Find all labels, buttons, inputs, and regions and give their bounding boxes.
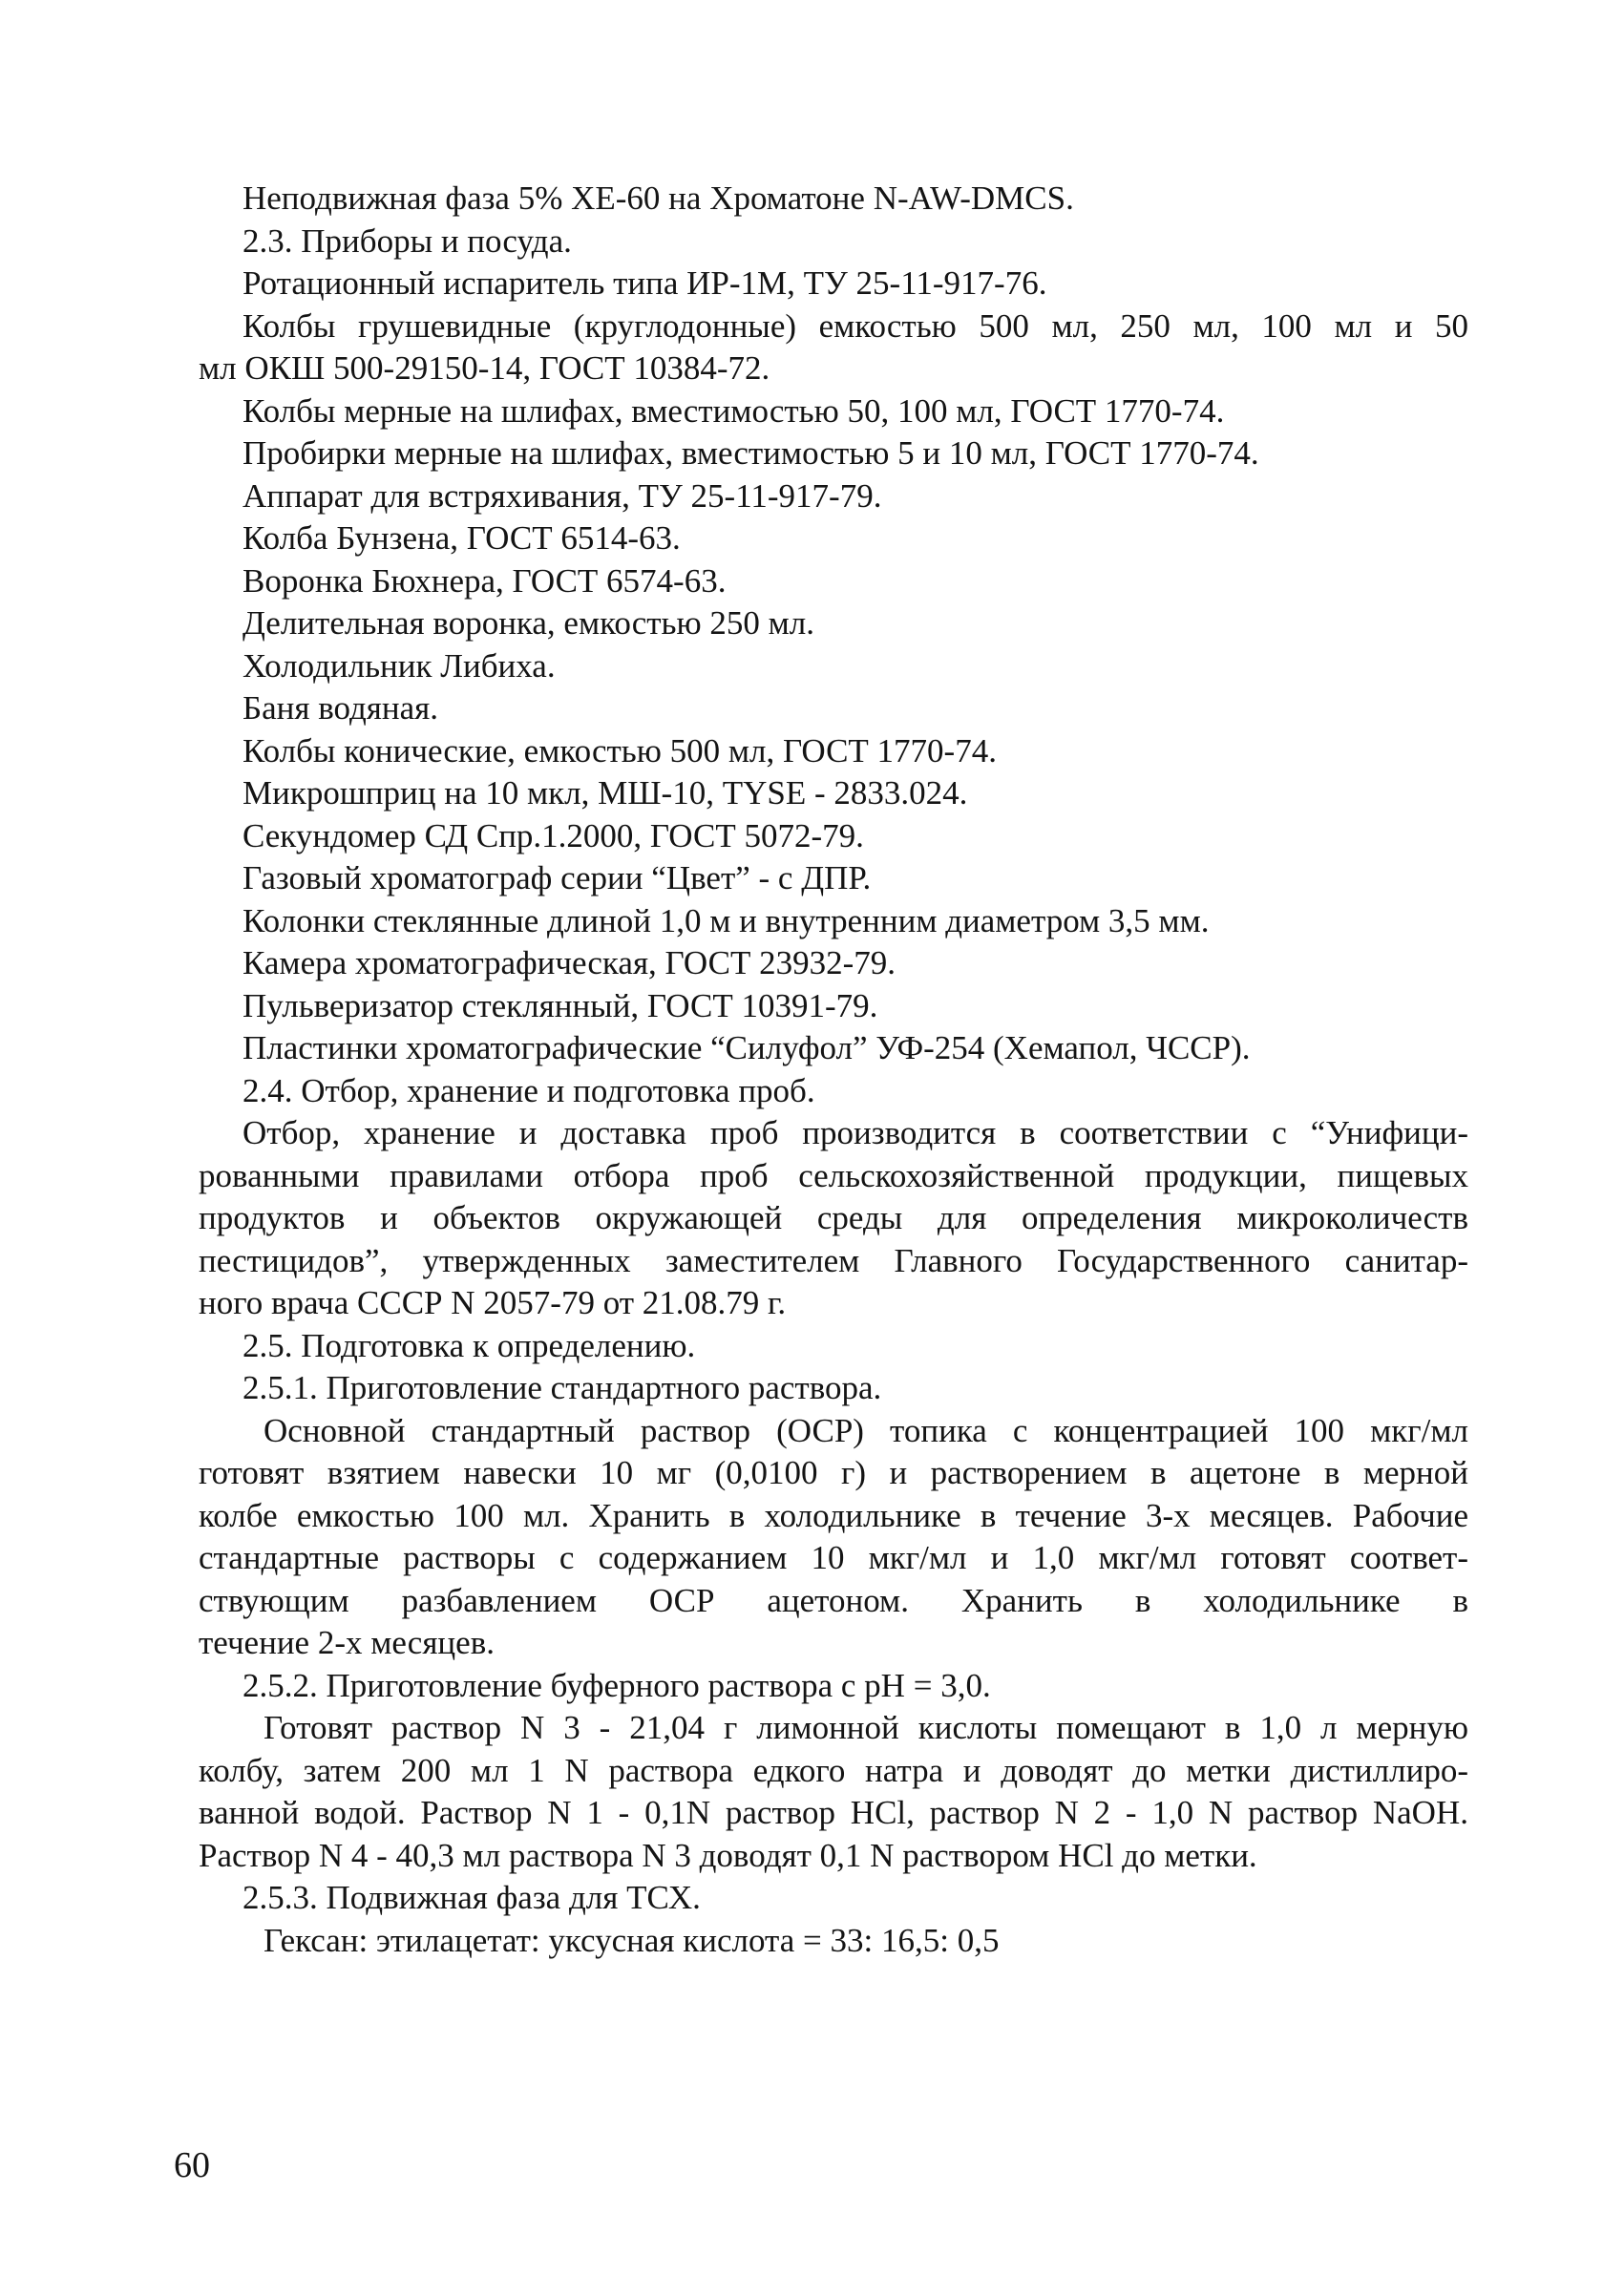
section-heading: 2.3. Приборы и посуда. — [243, 221, 572, 260]
text-line: ванной водой. Раствор N 1 - 0,1N раствор HCl, раствор N 2 - 1,0 N раствор NaOH. — [199, 1794, 1468, 1831]
text-line: Колбы конические, емкостью 500 мл, ГОСТ 1770-74. — [243, 731, 997, 770]
section-heading: 2.5. Подготовка к определению. — [243, 1326, 696, 1364]
text-line: Колба Бунзена, ГОСТ 6514-63. — [243, 519, 681, 557]
text-line: Основной стандартный раствор (ОСР) топика с концентрацией 100 мкг/мл — [264, 1411, 1468, 1449]
text-line: Камера хроматографическая, ГОСТ 23932-79. — [243, 944, 896, 981]
text-line: Пульверизатор стеклянный, ГОСТ 10391-79. — [243, 986, 878, 1024]
text-line: Аппарат для встряхивания, ТУ 25-11-917-79. — [243, 476, 882, 515]
text-line: Колонки стеклянные длиной 1,0 м и внутренним диаметром 3,5 мм. — [243, 901, 1210, 939]
text-line: ного врача СССР N 2057-79 от 21.08.79 г. — [199, 1284, 787, 1321]
text-line: колбе емкостью 100 мл. Хранить в холодильнике в течение 3-х месяцев. Рабочие — [199, 1496, 1468, 1534]
section-heading: 2.5.1. Приготовление стандартного раствора. — [243, 1369, 882, 1406]
text-line: Готовят раствор N 3 - 21,04 г лимонной кислоты помещают в 1,0 л мерную — [264, 1709, 1468, 1746]
text-line: Баня водяная. — [243, 689, 439, 727]
text-line: Колбы мерные на шлифах, вместимостью 50, 100 мл, ГОСТ 1770-74. — [243, 391, 1225, 430]
text-line: колбу, затем 200 мл 1 N раствора едкого натра и доводят до метки дистиллиро- — [199, 1751, 1468, 1789]
text-line: ствующим разбавлением ОСР ацетоном. Хранить в холодильнике в — [199, 1581, 1468, 1619]
text-line: Секундомер СД Спр.1.2000, ГОСТ 5072-79. — [243, 816, 864, 854]
text-line: Неподвижная фаза 5% XE-60 на Хроматоне N-AW-DMCS. — [243, 179, 1074, 217]
text-line: стандартные растворы с содержанием 10 мкг/мл и 1,0 мкг/мл готовят соответ- — [199, 1539, 1468, 1576]
text-line: Делительная воронка, емкостью 250 мл. — [243, 604, 815, 642]
text-line: Воронка Бюхнера, ГОСТ 6574-63. — [243, 561, 727, 600]
section-heading: 2.4. Отбор, хранение и подготовка проб. — [243, 1071, 815, 1109]
document-body — [199, 178, 1468, 1962]
text-line: Пробирки мерные на шлифах, вместимостью 5 и 10 мл, ГОСТ 1770-74. — [243, 434, 1259, 472]
text-line: течение 2-х месяцев. — [199, 1624, 495, 1661]
text-line: продуктов и объектов окружающей среды для определения микроколичеств — [199, 1199, 1468, 1236]
text-line: Гексан: этилацетат: уксусная кислота = 33: 16,5: 0,5 — [264, 1921, 1000, 1959]
text-line: мл ОКШ 500-29150-14, ГОСТ 10384-72. — [199, 349, 770, 387]
text-line: Газовый хроматограф серии “Цвет” - с ДПР. — [243, 859, 872, 896]
text-line: Микрошприц на 10 мкл, МШ-10, TYSE - 2833.024. — [243, 774, 968, 812]
section-heading: 2.5.2. Приготовление буферного раствора с рН = 3,0. — [243, 1666, 991, 1704]
text-line: Холодильник Либиха. — [243, 646, 556, 685]
text-line: Ротационный испаритель типа ИР-1М, ТУ 25-11-917-76. — [243, 264, 1047, 302]
text-line: Колбы грушевидные (круглодонные) емкостью 500 мл, 250 мл, 100 мл и 50 — [243, 306, 1468, 345]
text-line: Отбор, хранение и доставка проб производится в соответствии с “Унифици- — [243, 1114, 1468, 1151]
section-heading: 2.5.3. Подвижная фаза для ТСХ. — [243, 1879, 701, 1916]
text-line: пестицидов”, утвержденных заместителем Главного Государственного санитар- — [199, 1241, 1468, 1279]
text-line: рованными правилами отбора проб сельскохозяйственной продукции, пищевых — [199, 1156, 1468, 1194]
text-line: Пластинки хроматографические “Силуфол” УФ-254 (Хемапол, ЧССР). — [243, 1029, 1251, 1066]
page-number: 60 — [174, 2145, 210, 2185]
text-line: Раствор N 4 - 40,3 мл раствора N 3 доводят 0,1 N раствором HCl до метки. — [199, 1836, 1257, 1874]
text-line: готовят взятием навески 10 мг (0,0100 г) и растворением в ацетоне в мерной — [199, 1454, 1468, 1491]
